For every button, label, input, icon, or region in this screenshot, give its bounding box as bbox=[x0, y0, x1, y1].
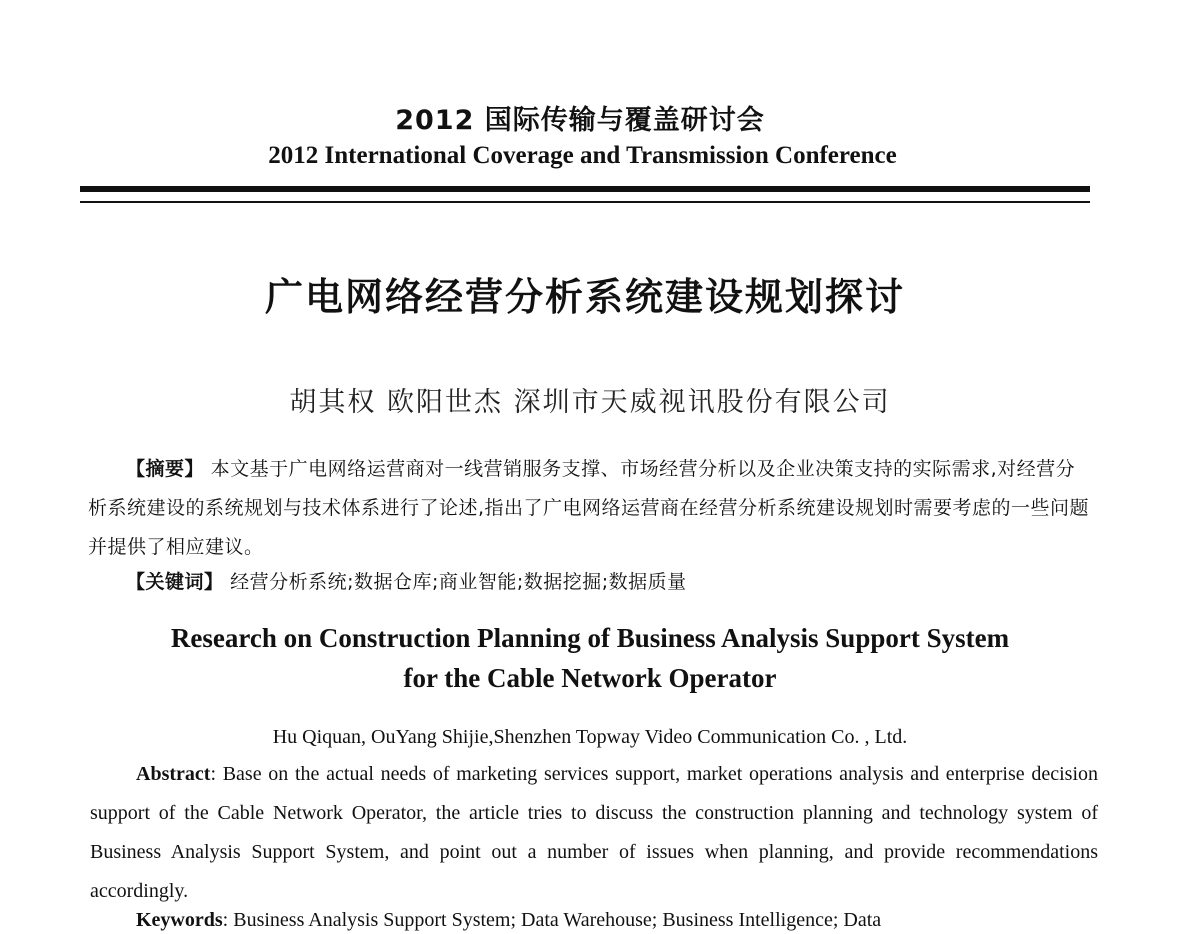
authors-affiliation-cn: 胡其权 欧阳世杰 深圳市天威视讯股份有限公司 bbox=[289, 387, 891, 418]
header-rule-thin bbox=[80, 201, 1090, 203]
abstract-en bbox=[90, 755, 1098, 911]
conference-title-en: 2012 International Coverage and Transmission Conference bbox=[268, 142, 897, 169]
authors-affiliation-en: Hu Qiquan, OuYang Shijie,Shenzhen Topway Video Communication Co. , Ltd. bbox=[272, 726, 908, 748]
keywords-text-en: : Business Analysis Support System; Data Warehouse; Business Intelligence; Data bbox=[222, 909, 882, 931]
paper-title-en-line1: Research on Construction Planning of Business Analysis Support System bbox=[170, 623, 1010, 653]
keywords-en bbox=[136, 905, 1106, 934]
keywords-label-en: Keywords bbox=[136, 909, 223, 931]
keywords-text-cn: 经营分析系统;数据仓库;商业智能;数据挖掘;数据质量 bbox=[230, 571, 687, 593]
paper-title-en bbox=[0, 618, 1180, 698]
keywords-cn bbox=[126, 567, 1086, 597]
abstract-text-cn: 本文基于广电网络运营商对一线营销服务支撑、市场经营分析以及企业决策支持的实际需求,对经营分析系统建设的系统规划与技术体系进行了论述,指出了广电网络运营商在经营分析系统建设规划时需要考虑的一些问题并提供了相应建议。 bbox=[88, 458, 1090, 558]
paper-title-cn: 广电网络经营分析系统建设规划探讨 bbox=[264, 275, 905, 319]
keywords-label-cn: 【关键词】 bbox=[126, 571, 224, 593]
abstract-cn bbox=[88, 450, 1093, 567]
abstract-label-en: Abstract bbox=[136, 763, 211, 785]
conference-title-cn: 2012 国际传输与覆盖研讨会 bbox=[395, 105, 765, 136]
abstract-label-cn: 【摘要】 bbox=[126, 458, 205, 480]
header-rule-thick bbox=[80, 186, 1090, 192]
paper-title-en-line2: for the Cable Network Operator bbox=[403, 663, 777, 693]
abstract-text-en: : Base on the actual needs of marketing services support, market operations analysis and enterprise decision support of the Cable Network Operator, the article tries to discuss the construction planning and technology system of Business Analysis Support System, and point out a number of issues when planning, and provide recommendations accordingly. bbox=[90, 763, 1098, 902]
